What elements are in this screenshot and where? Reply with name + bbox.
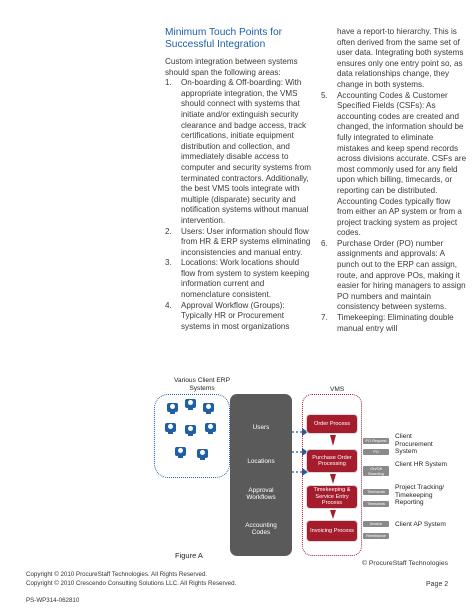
list-continuation: have a report-to hierarchy. This is often derived from the same set of user data. Integrating both systems ensures only one entry point so, as data relationships change, they change in both systems. <box>337 27 464 89</box>
invoicing-box: Invoicing Process <box>306 520 358 542</box>
remittance-tag: Remittance <box>363 533 389 539</box>
list-number: 7. <box>321 313 328 323</box>
onoff-boarding-tag: On/Off Boarding <box>363 466 389 476</box>
list-text: Users: User information should flow from HR & ERP systems eliminating inconsistencies and manual entry. <box>181 226 311 257</box>
client-hr-system: Client HR System <box>395 461 448 468</box>
list-item <box>165 258 315 300</box>
list-item <box>321 313 467 334</box>
list-text: Approval Workflow (Groups): Typically HR or Procurement systems in most organizations <box>181 300 290 331</box>
list-item <box>165 301 315 333</box>
list-number: 3. <box>165 258 172 268</box>
list-item <box>321 91 467 239</box>
computer-icon <box>197 449 208 458</box>
list-number: 2. <box>165 226 172 236</box>
list-text: Timekeeping: Eliminating double manual entry will <box>337 313 454 333</box>
computer-icon <box>167 403 178 412</box>
timecards-tag: Timecards <box>363 489 389 495</box>
list-text: Accounting Codes & Customer Specified Fields (CSFs): As accounting codes are created and changed, the information should be fully integrated to eliminate mistakes and keep spend records across divisions accurate. CSFs are most commonly used for any field upon which billing, timecards, or reporting can be distributed. Accounting Codes typically flow from either an AP system or from a project tracking system as project codes. <box>337 90 467 238</box>
list-number: 6. <box>321 238 328 248</box>
list-number: 4. <box>165 300 172 310</box>
left-column <box>165 27 315 332</box>
accounting-codes-label: Accounting Codes <box>245 522 277 537</box>
computer-icon <box>185 399 196 408</box>
list-text: Locations: Work locations should flow from system to system keeping information current and nomenclature consistent. <box>181 258 310 300</box>
order-process-box: Order Process <box>306 414 358 434</box>
invoice-tag: Invoice <box>363 521 389 527</box>
data-flow-panel <box>230 394 292 556</box>
computer-icon <box>165 423 176 432</box>
footer-copyright-1: Copyright © 2010 ProcureStaff Technologies. All Rights Reserved. <box>26 571 208 578</box>
po-tag: PO <box>363 449 389 455</box>
process-arrows <box>306 432 360 522</box>
document-id: PS-WP314-062810 <box>26 597 80 604</box>
users-label: Users <box>252 424 270 431</box>
list-item <box>321 239 467 313</box>
approval-workflows-label: Approval Workflows <box>246 487 276 502</box>
timecards-tag-2: Timecards <box>363 501 389 507</box>
computer-icon <box>175 447 186 456</box>
computer-icon <box>203 403 214 412</box>
figure-label: Figure A <box>175 551 203 560</box>
list-item <box>165 227 315 259</box>
diagram-copyright: © ProcureStaff Technologies <box>362 560 448 567</box>
computer-icon <box>205 423 216 432</box>
timekeeping-box: Timekeeping & Service Entry Process <box>306 485 358 509</box>
client-procurement-system: Client Procurement System <box>395 433 433 456</box>
integration-diagram <box>150 372 450 572</box>
page-number: Page 2 <box>426 581 449 588</box>
intro-paragraph: Custom integration between systems should span the following areas: <box>165 57 298 77</box>
client-ap-system: Client AP System <box>395 521 446 528</box>
right-column <box>321 27 467 334</box>
footer-copyright-2: Copyright © 2010 Crescendo Consulting Solutions LLC. All Rights Reserved. <box>26 580 237 587</box>
computer-icon <box>185 425 196 434</box>
list-item <box>165 78 315 226</box>
purchase-order-box: Purchase Order Processing <box>306 449 358 473</box>
client-erp-cloud <box>154 394 230 478</box>
list-number: 1. <box>165 78 172 88</box>
project-tracking-system: Project Tracking/ Timekeeping Reporting <box>395 484 445 507</box>
locations-label: Locations <box>247 458 275 465</box>
section-heading: Minimum Touch Points for Successful Integration <box>165 27 283 50</box>
client-erp-label: Various Client ERP Systems <box>174 377 230 392</box>
list-text: Purchase Order (PO) number assignments and approvals: A punch out to the ERP can assign, route, and approve POs, making it easier for hiring managers to assign PO numbers and maintain consistency between systems. <box>337 238 466 312</box>
vms-label: VMS <box>330 386 345 393</box>
po-request-tag: PO Request <box>363 438 389 444</box>
list-text: On-boarding & Off-boarding: With appropriate integration, the VMS should connect with systems that initiate and/or extinguish security clearance and badge access, track certifications, initiate equipment distribution and collection, and immediately disable access to computer and security systems from terminated contractors. Additionally, the best VMS tools integrate with multiple (disparate) security and notification systems without manual intervention. <box>181 78 311 225</box>
list-number: 5. <box>321 90 328 100</box>
